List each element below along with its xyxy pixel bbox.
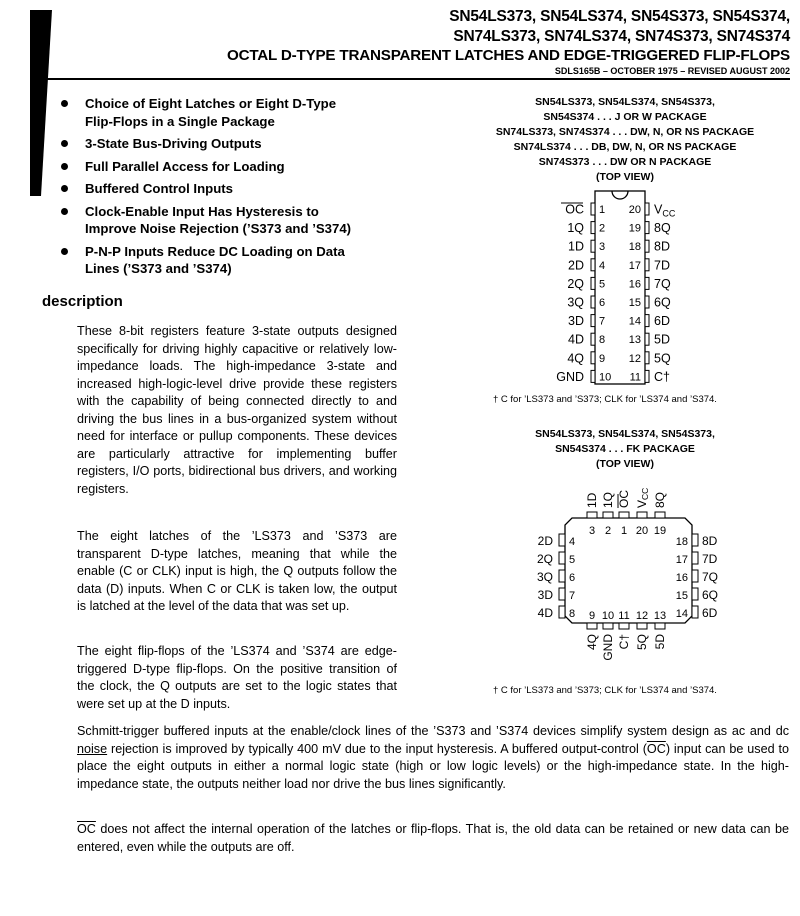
pin-lead [645, 259, 649, 271]
description-paragraph-2: The eight latches of the ’LS373 and ’S373 are transparent D-type latches, meaning that while the enable (C or CLK) input is high, the Q outputs follow the data (D) inputs. When C or CLK is taken low, the output is latched at the level of the data that was set up. [77, 529, 397, 613]
pin-label: 1Q [567, 221, 584, 236]
pin-lead [645, 222, 649, 234]
pin-lead [559, 534, 565, 546]
pin-lead [637, 623, 647, 629]
dip-pinout-diagram [540, 188, 720, 388]
pin-number: 2 [604, 525, 612, 537]
pin-lead [591, 370, 595, 382]
pin-lead [645, 370, 649, 382]
feature-list [58, 95, 408, 283]
pin-lead [591, 352, 595, 364]
pin-label: $V_{CC}$ [654, 202, 676, 219]
pin-label: 6Q [654, 295, 671, 310]
pin-label: VCC [635, 487, 650, 508]
description-paragraph-4: Schmitt-trigger buffered inputs at the enable/clock lines of the ’S373 and ’S374 devices simplify system design as ac and dc noise rejection is improved by typically 400 mV due to the input hysteresis. A buffered output-control $(\overline{OC})$ input can be used to place the eight outputs in either a normal logic state (high or low logic levels) or the high-impedance state. In the high-impedance state, the outputs neither load nor drive the bus lines significantly. [77, 724, 790, 791]
pin-label: 3Q [567, 295, 584, 310]
pin-label: C† [654, 369, 670, 384]
pin-number: 4 [599, 259, 606, 272]
pin-number: 9 [588, 610, 596, 622]
pin-number: 17 [675, 554, 688, 566]
description-paragraph-3: The eight flip-flops of the ’LS374 and ’S374 are edge-triggered D-type flip-flops. On the positive transition of the clock, the Q outputs are set to the logic states that were set up at the D inputs. [77, 644, 397, 711]
pin-label: 7Q [654, 276, 671, 291]
pin-number: 4 [569, 536, 576, 548]
pin-number: 18 [675, 536, 688, 548]
title-line-2: SN74LS373, SN74LS374, SN74S373, SN74S374 [453, 28, 790, 45]
pin-lead [591, 240, 595, 252]
pin-label: 3D [537, 588, 553, 602]
pin-label: 6D [654, 314, 670, 329]
pin-label: 5Q [654, 351, 671, 366]
pin-label: 6Q [702, 588, 719, 602]
pin-label: 1D [568, 239, 584, 254]
fk-package-title: SN54LS373, SN54LS374, SN54S373, SN54S374 . . . FK PACKAGE (TOP VIEW) [535, 428, 715, 470]
pin-lead [655, 623, 665, 629]
pin-number: 8 [569, 608, 576, 620]
fk-body [565, 518, 692, 623]
pin-label: GND [601, 634, 615, 661]
fk-pinout-diagram [520, 478, 750, 678]
feature-item: Full Parallel Access for Loading [58, 158, 408, 176]
pin-lead [591, 222, 595, 234]
title-line-1: SN54LS373, SN54LS374, SN54S373, SN54S374, [449, 8, 790, 25]
pin-lead [619, 512, 629, 518]
pin-lead [645, 333, 649, 345]
feature-item: P-N-P Inputs Reduce DC Loading on Data Lines (’S373 and ’S374) [58, 243, 408, 278]
pin-lead [692, 606, 698, 618]
pin-lead [587, 512, 597, 518]
description-heading: description [42, 293, 123, 310]
pin-number: 1 [620, 525, 628, 537]
pin-lead [591, 296, 595, 308]
pin-label: 8Q [654, 221, 671, 236]
pin-label: 5D [654, 332, 670, 347]
pin-label: 4Q [585, 634, 599, 651]
pin-lead [591, 203, 595, 215]
feature-item: 3-State Bus-Driving Outputs [58, 135, 408, 153]
pin-label: 7Q [702, 570, 719, 584]
pin-label: 1Q [601, 491, 615, 508]
pin-lead [603, 512, 613, 518]
pin-lead [591, 315, 595, 327]
description-paragraph-1: These 8-bit registers feature 3-state outputs designed specifically for driving highly capacitive or relatively low-impedance loads. The high-impedance 3-state and increased high-logic-level drive provide these registers with the capability of being connected directly to and driving the bus lines in a bus-organized system without need for interface or pullup components. These devices are particularly attractive for implementing buffer registers, I/O ports, bidirectional bus drivers, and working registers. [77, 324, 397, 496]
pin-label: 4D [537, 606, 553, 620]
header-rule [30, 78, 790, 80]
pin-number: 11 [629, 371, 641, 384]
pin-number: 11 [618, 610, 630, 622]
pin-label: GND [556, 369, 584, 384]
pin-label: 8Q [653, 491, 667, 508]
pin-number: 19 [628, 222, 641, 235]
pin-number: 3 [599, 241, 606, 254]
pin-label: 6D [702, 606, 718, 620]
pin-number: 6 [599, 297, 606, 309]
pin-lead [645, 315, 649, 327]
fk-footnote: † C for ’LS373 and ’S373; CLK for ’LS374 and ’S374. [493, 685, 717, 696]
pin-number: 14 [628, 315, 641, 328]
pin-lead [591, 333, 595, 345]
pin-lead [655, 512, 665, 518]
pin-lead [645, 240, 649, 252]
pin-label: 4D [568, 332, 584, 347]
description-paragraph-5: $\overline{OC}$ does not affect the internal operation of the latches or flip-flops. That is, the old data can be retained or new data can be entered, even while the outputs are off. [77, 822, 789, 854]
dip-notch [612, 191, 628, 199]
pin-lead [692, 570, 698, 582]
pin-lead [559, 570, 565, 582]
pin-number: 17 [628, 259, 641, 272]
pin-number: 16 [675, 572, 688, 584]
pin-number: 5 [569, 554, 576, 566]
dip-package-title: SN54LS373, SN54LS374, SN54S373, SN54S374 . . . J OR W PACKAGE SN74LS373, SN74S374 . . . DW, N, OR NS PACKAGE SN74LS374 . . . DB, DW, N, OR NS PACKAGE SN74S373 . . . DW OR N PACKAGE (TOP VIEW) [495, 96, 755, 183]
pin-number: 12 [628, 352, 641, 365]
pin-lead [587, 623, 597, 629]
pin-number: 10 [599, 371, 612, 384]
pin-number: 1 [599, 204, 606, 216]
pin-number: 15 [675, 590, 688, 602]
pin-label: 8D [654, 239, 670, 254]
pin-number: 7 [569, 590, 576, 602]
pin-label: 2Q [567, 276, 584, 291]
pin-number: 20 [628, 204, 641, 216]
pin-number: 2 [599, 222, 606, 235]
pin-lead [692, 534, 698, 546]
pin-number: 13 [628, 334, 641, 347]
pin-lead [619, 623, 629, 629]
pin-number: 7 [599, 315, 606, 328]
pin-label: 7D [702, 552, 718, 566]
pin-lead [645, 203, 649, 215]
pin-number: 12 [635, 610, 649, 622]
feature-item: Buffered Control Inputs [58, 180, 408, 198]
pin-label: 8D [702, 534, 718, 548]
pin-lead [591, 277, 595, 289]
pin-lead [603, 623, 613, 629]
pin-number: 16 [628, 278, 641, 291]
pin-label: 2Q [536, 552, 553, 566]
pin-number: 5 [599, 278, 606, 291]
pin-lead [645, 352, 649, 364]
pin-number: 19 [653, 525, 667, 537]
feature-item: Choice of Eight Latches or Eight D-Type Flip-Flops in a Single Package [58, 95, 408, 130]
feature-item: Clock-Enable Input Has Hysteresis to Improve Noise Rejection (’S373 and ’S374) [58, 203, 408, 238]
pin-number: 18 [628, 241, 641, 254]
title-line-3: OCTAL D-TYPE TRANSPARENT LATCHES AND EDGE-TRIGGERED FLIP-FLOPS [226, 47, 790, 64]
pin-label: OC [617, 490, 631, 508]
pin-label: 4Q [567, 351, 584, 366]
pin-label: 5D [653, 634, 667, 650]
pin-label: 7D [654, 258, 670, 273]
pin-lead [692, 552, 698, 564]
pin-label: 1D [585, 492, 599, 508]
pin-number: 20 [635, 525, 649, 537]
pin-number: 15 [628, 297, 641, 309]
pin-lead [692, 588, 698, 600]
pin-lead [559, 606, 565, 618]
pin-label: 3D [568, 314, 584, 329]
pin-lead [645, 277, 649, 289]
document-id: SDLS165B – OCTOBER 1975 – REVISED AUGUST 2002 [554, 66, 790, 76]
pin-number: 13 [653, 610, 667, 622]
pin-lead [559, 588, 565, 600]
pin-label: 3Q [536, 570, 553, 584]
dip-footnote: † C for ’LS373 and ’S373; CLK for ’LS374 and ’S374. [493, 394, 717, 405]
pin-number: 3 [588, 525, 596, 537]
page-margin-wedge [30, 10, 52, 196]
pin-number: 9 [599, 352, 606, 365]
pin-number: 10 [601, 610, 615, 622]
pin-label: OC [565, 202, 584, 217]
pin-number: 6 [569, 572, 576, 584]
pin-label: 2D [568, 258, 584, 273]
pin-label: 5Q [635, 634, 649, 651]
pin-number: 14 [675, 608, 688, 620]
pin-lead [559, 552, 565, 564]
pin-label: 2D [537, 534, 553, 548]
pin-label: C† [617, 634, 631, 650]
pin-lead [637, 512, 647, 518]
pin-lead [591, 259, 595, 271]
pin-number: 8 [599, 334, 606, 347]
pin-lead [645, 296, 649, 308]
